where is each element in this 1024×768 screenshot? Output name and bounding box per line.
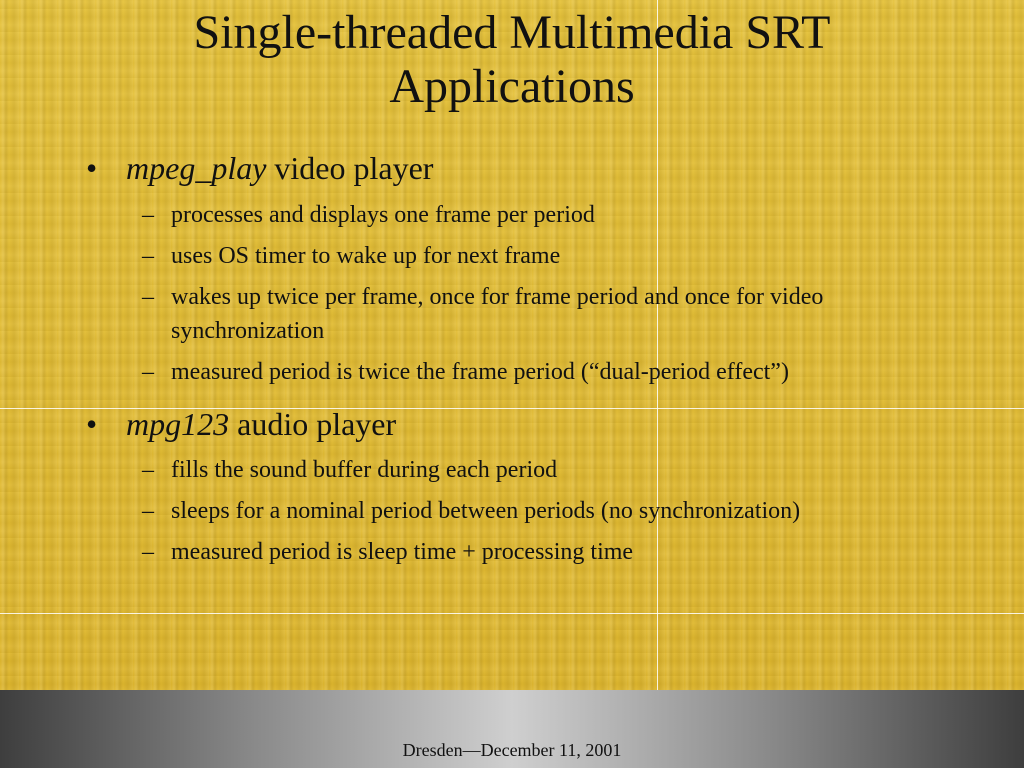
sub-bullet-text: uses OS timer to wake up for next frame	[171, 243, 561, 269]
sub-bullet-text: measured period is sleep time + processing time	[171, 539, 634, 565]
sub-bullet	[142, 494, 922, 528]
bullet-program-desc: video player	[266, 150, 434, 186]
slide-title-line-2: Applications	[389, 60, 635, 113]
footer-text: Dresden—December 11, 2001	[402, 740, 622, 760]
bullet-program-name: mpeg_play	[126, 150, 267, 186]
sub-bullet	[142, 355, 922, 389]
sub-bullet-text: fills the sound buffer during each period	[171, 457, 558, 483]
bullet-dot: •	[86, 150, 98, 186]
sub-bullet-text: sleeps for a nominal period between periods (no synchronization)	[171, 498, 801, 524]
footer-bar	[0, 690, 1024, 768]
sub-bullet-dash: –	[142, 202, 154, 228]
sub-bullet-dash: –	[142, 539, 154, 565]
bullet-mpg123	[86, 406, 396, 442]
sub-bullet	[142, 198, 922, 232]
sub-bullet	[142, 535, 922, 569]
sub-bullet-text: processes and displays one frame per period	[171, 202, 595, 228]
bullet-dot: •	[86, 406, 98, 442]
slide-title-line-1: Single-threaded Multimedia SRT	[193, 6, 831, 59]
sub-bullet	[142, 280, 882, 348]
sub-bullet-dash: –	[142, 457, 154, 483]
bullet-mpeg-play	[86, 150, 433, 186]
bullet-program-desc: audio player	[229, 406, 397, 442]
sub-bullet-dash: –	[142, 243, 154, 269]
sub-bullet-dash: –	[142, 284, 154, 310]
bullet-program-name: mpg123	[126, 406, 230, 442]
sub-bullet-text: measured period is twice the frame period (“dual-period effect”)	[171, 359, 789, 385]
sub-bullet-dash: –	[142, 498, 154, 524]
sub-bullet-dash: –	[142, 359, 154, 385]
sub-bullet	[142, 453, 922, 487]
sub-bullet	[142, 239, 922, 273]
sub-bullet-text: wakes up twice per frame, once for frame period and once for video synchronization	[171, 284, 824, 344]
